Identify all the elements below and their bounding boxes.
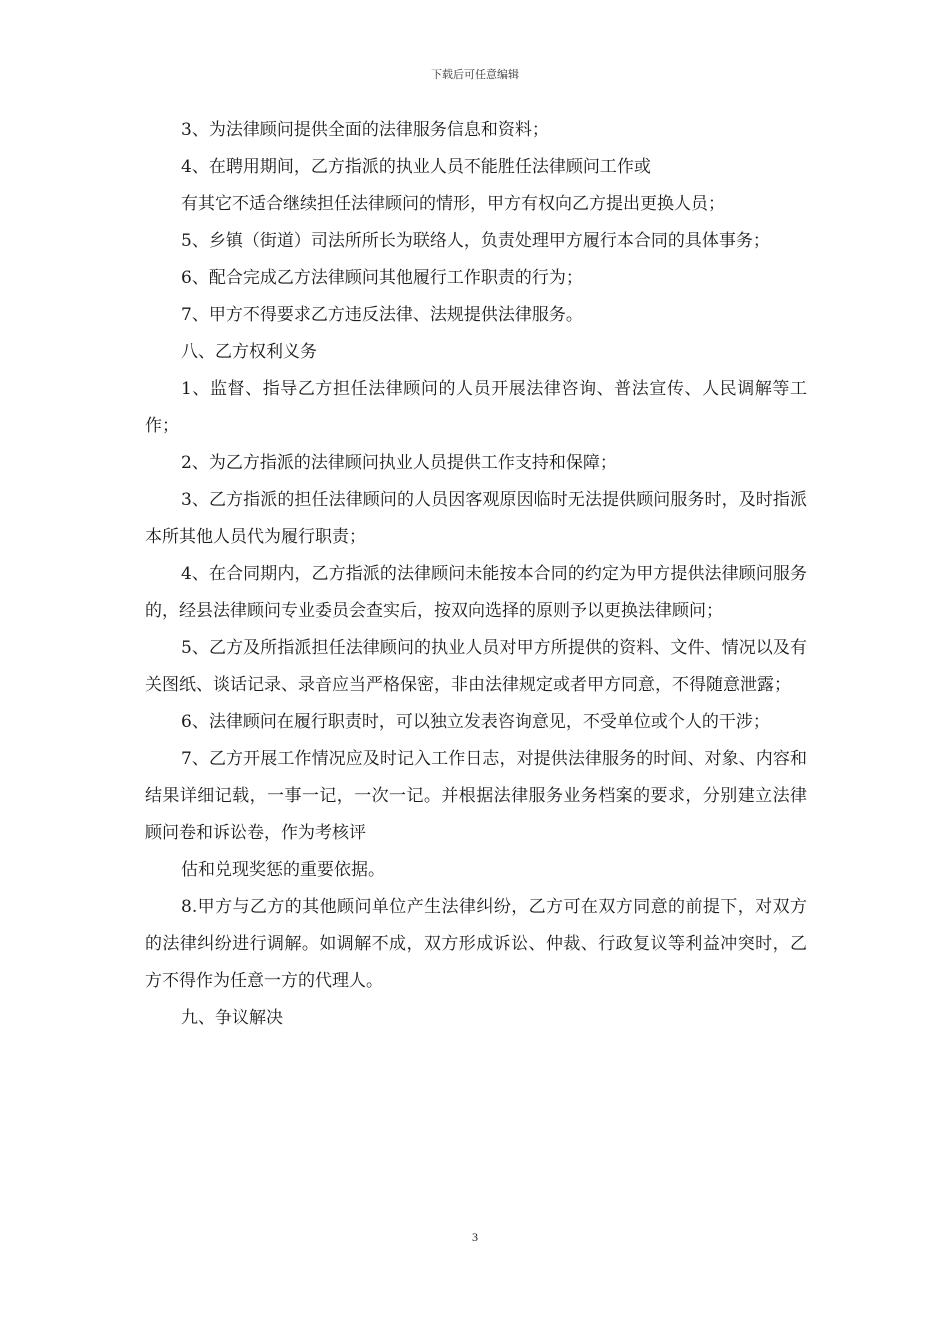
paragraph: 3、乙方指派的担任法律顾问的人员因客观原因临时无法提供顾问服务时，及时指派本所其他人员代为履行职责； bbox=[145, 490, 807, 547]
paragraph: 6、法律顾问在履行职责时，可以独立发表咨询意见，不受单位或个人的干涉； bbox=[181, 712, 770, 732]
paragraph: 4、在聘用期间，乙方指派的执业人员不能胜任法律顾问工作或 bbox=[181, 157, 651, 177]
section-heading: 八、乙方权利义务 bbox=[181, 342, 317, 362]
paragraph: 5、乡镇（街道）司法所所长为联络人，负责处理甲方履行本合同的具体事务； bbox=[181, 231, 770, 251]
paragraph: 4、在合同期内，乙方指派的法律顾问未能按本合同的约定为甲方提供法律顾问服务的，经县法律顾问专业委员会查实后，按双向选择的原则予以更换法律顾问； bbox=[145, 564, 807, 621]
paragraph: 1、监督、指导乙方担任法律顾问的人员开展法律咨询、普法宣传、人民调解等工作； bbox=[145, 379, 807, 436]
paragraph: 8.甲方与乙方的其他顾问单位产生法律纠纷，乙方可在双方同意的前提下，对双方的法律纠纷进行调解。如调解不成，双方形成诉讼、仲裁、行政复议等利益冲突时，乙方不得作为任意一方的代理人。 bbox=[145, 897, 807, 991]
page-header: 下载后可任意编辑 bbox=[431, 68, 519, 81]
paragraph: 7、甲方不得要求乙方违反法律、法规提供法律服务。 bbox=[181, 305, 583, 325]
page-number: 3 bbox=[472, 1230, 478, 1244]
section-heading: 九、争议解决 bbox=[181, 1008, 283, 1028]
paragraph: 5、乙方及所指派担任法律顾问的执业人员对甲方所提供的资料、文件、情况以及有关图纸、谈话记录、录音应当严格保密，非由法律规定或者甲方同意，不得随意泄露； bbox=[145, 638, 807, 695]
paragraph: 估和兑现奖惩的重要依据。 bbox=[181, 860, 385, 880]
paragraph: 7、乙方开展工作情况应及时记入工作日志，对提供法律服务的时间、对象、内容和结果详细记载，一事一记，一次一记。并根据法律服务业务档案的要求，分别建立法律顾问卷和诉讼卷，作为考核评 bbox=[145, 749, 807, 843]
paragraph: 2、为乙方指派的法律顾问执业人员提供工作支持和保障； bbox=[181, 453, 617, 473]
paragraph: 6、配合完成乙方法律顾问其他履行工作职责的行为； bbox=[181, 268, 583, 288]
paragraph: 有其它不适合继续担任法律顾问的情形，甲方有权向乙方提出更换人员； bbox=[181, 194, 725, 214]
document-body bbox=[145, 112, 807, 1037]
paragraph: 3、为法律顾问提供全面的法律服务信息和资料； bbox=[181, 120, 549, 140]
